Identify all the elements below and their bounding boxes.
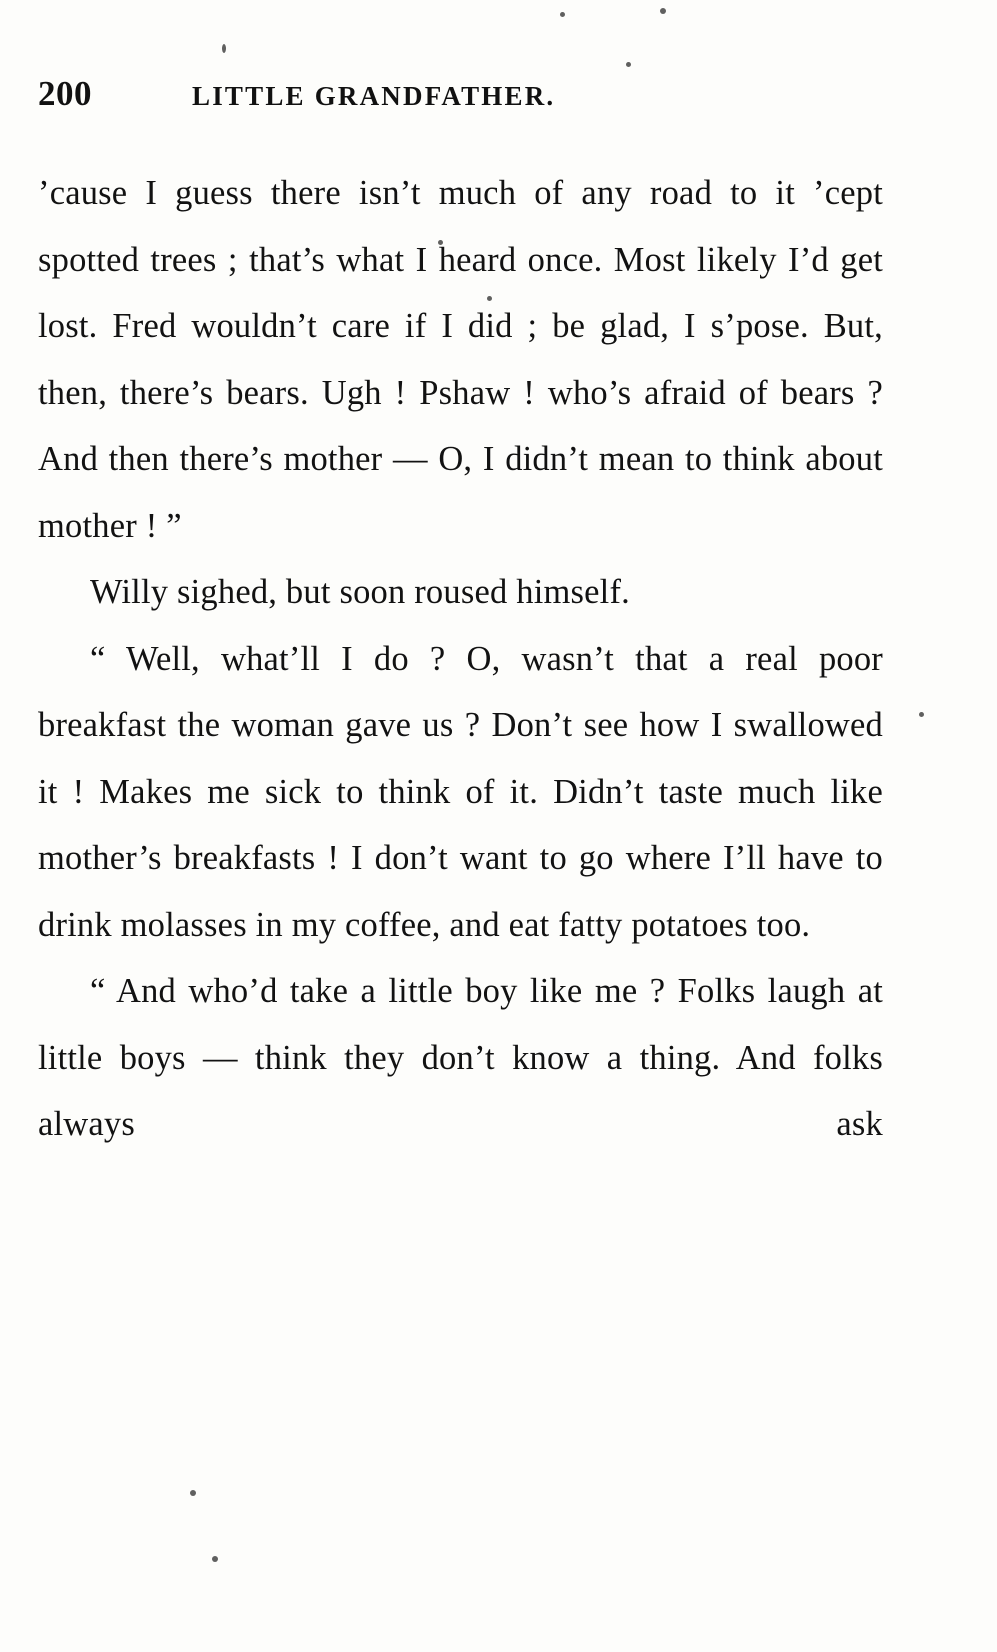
print-speck xyxy=(212,1556,218,1562)
print-speck xyxy=(660,8,666,14)
running-head: LITTLE GRANDFATHER. xyxy=(192,81,556,111)
print-speck xyxy=(190,1490,196,1496)
print-speck xyxy=(626,62,631,67)
paragraph: “ And who’d take a little boy like me ? Folks laugh at little boys — think they don’t know a thing. And folks always ask xyxy=(38,972,883,1143)
page-number: 200 xyxy=(38,74,92,113)
paragraph: ’cause I guess there isn’t much of any road to it ’cept spotted trees ; that’s what I heard once. Most likely I’d get lost. Fred wouldn’t care if I did ; be glad, I s’pose. But, then, there’s bears. Ugh ! Pshaw ! who’s afraid of bears ? And then there’s mother — O, I didn’t mean to think about mother ! ” xyxy=(38,174,883,545)
print-speck xyxy=(560,12,565,17)
print-speck xyxy=(919,712,924,717)
paragraph: Willy sighed, but soon roused himself. xyxy=(90,573,630,611)
print-speck xyxy=(222,44,226,53)
page-header xyxy=(38,74,898,114)
paragraph: “ Well, what’ll I do ? O, wasn’t that a real poor breakfast the woman gave us ? Don’t see how I swallowed it ! Makes me sick to think of it. Didn’t taste much like mother’s breakfasts ! I don’t want to go where I’ll have to drink molasses in my coffee, and eat fatty potatoes too. xyxy=(38,639,883,944)
page-body xyxy=(38,160,883,1158)
